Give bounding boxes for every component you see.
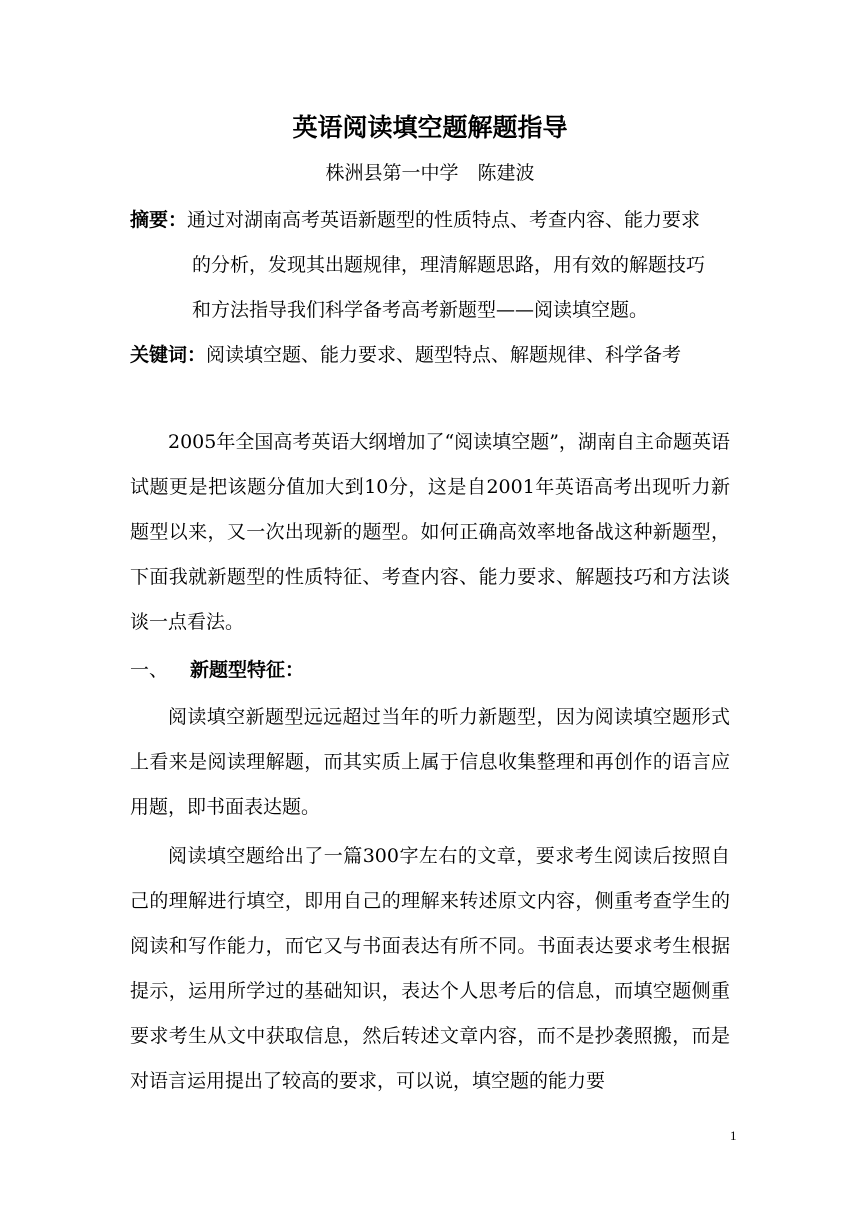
keywords-text: 阅读填空题、能力要求、题型特点、解题规律、科学备考 bbox=[206, 344, 682, 366]
keywords-label: 关键词： bbox=[130, 344, 207, 366]
abstract-text: 通过对湖南高考英语新题型的性质特点、考查内容、能力要求 bbox=[187, 209, 701, 231]
page-number: 1 bbox=[730, 1128, 737, 1143]
abstract-block bbox=[130, 198, 740, 333]
section-paragraph: 阅读填空新题型远远超过当年的听力新题型，因为阅读填空题形式上看来是阅读理解题，而其实质上属于信息收集整理和再创作的语言应用题，即书面表达题。 bbox=[130, 706, 730, 818]
document-title: 英语阅读填空题解题指导 bbox=[292, 113, 568, 142]
author-line: 株洲县第一中学 陈建波 bbox=[325, 162, 535, 184]
keywords-block bbox=[130, 335, 740, 375]
abstract-line-1 bbox=[130, 198, 740, 243]
section-heading-text: 新题型特征： bbox=[190, 659, 305, 681]
section-paragraph: 阅读填空题给出了一篇300字左右的文章，要求考生阅读后按照自己的理解进行填空，即用自己的理解来转述原文内容，侧重考查学生的阅读和写作能力，而它又与书面表达有所不同。书面表达要求考生根据提示，运用所学过的基础知识，表达个人思考后的信息，而填空题侧重要求考生从文中获取信息，然后转述文章内容，而不是抄袭照搬，而是对语言运用提出了较高的要求，可以说，填空题的能力要 bbox=[130, 845, 730, 1092]
body-text bbox=[130, 420, 730, 1104]
section-heading bbox=[130, 648, 730, 693]
intro-paragraph: 2005年全国高考英语大纲增加了“阅读填空题”，湖南自主命题英语试题更是把该题分值加大到10分，这是自2001年英语高考出现听力新题型以来，又一次出现新的题型。如何正确高效率地备战这种新题型，下面我就新题型的性质特征、考查内容、能力要求、解题技巧和方法谈谈一点看法。 bbox=[130, 431, 730, 633]
abstract-line-2: 的分析，发现其出题规律，理清解题思路，用有效的解题技巧 bbox=[192, 254, 706, 276]
abstract-label: 摘要： bbox=[130, 209, 188, 231]
section-number: 一、 bbox=[130, 659, 169, 681]
abstract-line-3: 和方法指导我们科学备考高考新题型——阅读填空题。 bbox=[192, 299, 649, 321]
